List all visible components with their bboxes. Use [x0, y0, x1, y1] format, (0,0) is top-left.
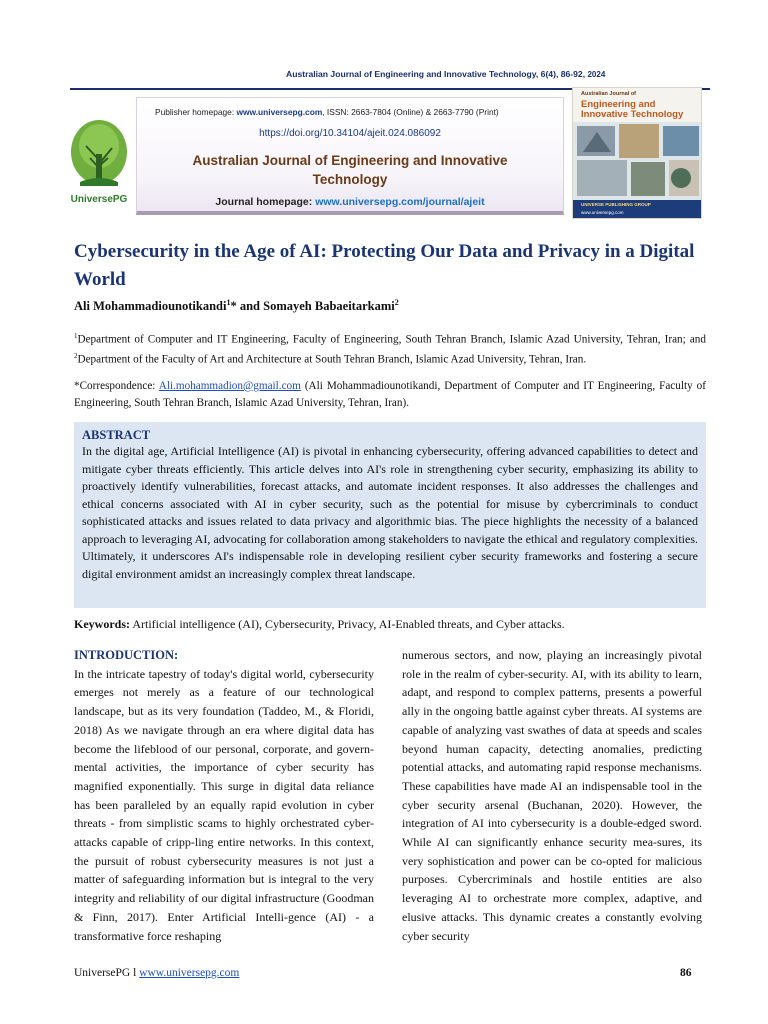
- affil-1-mark: 1: [74, 332, 78, 340]
- author-1: Ali Mohammadiounotikandi: [74, 299, 227, 314]
- logo-name: UniversePG: [70, 194, 128, 205]
- publisher-homepage-link[interactable]: www.universepg.com: [236, 107, 323, 117]
- cover-title-line1: Engineering and: [581, 99, 656, 110]
- author-2-affil: 2: [394, 298, 399, 307]
- journal-year: 2024: [587, 70, 606, 79]
- affiliations: [74, 328, 706, 368]
- body-column-right: [402, 646, 702, 945]
- introduction-text-right: numerous sectors, and now, playing an increasingly pivotal role in the realm of cyber-security. AI, with its ability to learn, adapt, and respond to complex patterns, presents a powerful ally in the ongoing battle against cyber threats. AI systems are capable of analyzing vast swathes of data at speeds and scales beyond human capacity, detecting anomalies, predicting potential attacks, and automating rapid response mechanisms. These capabilities have made AI an indispensable tool in the cyber security arsenal (Buchanan, 2020). However, the integration of AI into cybersecurity is a double-edged sword. While AI can significantly enhance security mea-sures, its very sophistication and power can be co-opted for malicious purposes. Cybercriminals and hostile entities are also leveraging AI to orchestrate more complex, adaptive, and elusive attacks. This dynamic creates a constantly evolving cyber security: [402, 648, 702, 943]
- correspondence: [74, 378, 706, 411]
- publisher-homepage-line: [155, 107, 499, 117]
- introduction-text-left: In the intricate tapestry of today's digital world, cybersecurity emerges not merely as a feature of our technological landscape, but as its very foundation (Taddeo, M., & Floridi, 2018) As we navigate through an era where digital data has become the lifeblood of our personal, corporate, and govern-mental activities, the importance of cyber security has magnified exponentially. This surge in digital data reliance has been paralleled by an equally rapid evolution in cyber threats - from simplistic scams to highly orchestrated cyber-attacks capable of cripp-ling entire networks. In this context, the pursuit of robust cybersecurity measures is not just a matter of safeguarding information but is integral to the very integrity and reliability of our digital infrastructure (Goodman & Finn, 2017). Enter Artificial Intelli-gence (AI) - a transformative force reshaping: [74, 666, 374, 943]
- journal-title: [137, 151, 563, 189]
- journal-homepage-label: Journal homepage:: [215, 196, 313, 208]
- cover-title: [581, 100, 702, 120]
- cover-url: www.universepg.com: [581, 210, 624, 215]
- keywords: [74, 617, 706, 632]
- affil-1-text: Department of Computer and IT Engineering, Faculty of Engineering, South Tehran Branch, Islamic Azad University, Tehran, Iran; and: [77, 333, 706, 346]
- journal-citation: Australian Journal of Engineering and Innovative Technology, 6(4), 86-92,: [286, 69, 586, 79]
- introduction-heading: INTRODUCTION:: [74, 648, 179, 662]
- correspondence-label: *Correspondence:: [74, 380, 159, 392]
- author-1-affil: 1: [226, 298, 231, 307]
- author-2: and Somayeh Babaeitarkami: [236, 299, 395, 314]
- author-list: [74, 298, 399, 314]
- journal-reference: [286, 69, 605, 79]
- publisher-box: [136, 97, 564, 215]
- publisher-homepage-label: Publisher homepage:: [155, 107, 235, 117]
- doi-link[interactable]: https://doi.org/10.34104/ajeit.024.086092: [259, 128, 441, 139]
- abstract-heading: ABSTRACT: [82, 428, 151, 442]
- corresponding-mark: *: [230, 299, 237, 314]
- journal-homepage-line: [137, 196, 563, 208]
- paper-title: Cybersecurity in the Age of AI: Protecting Our Data and Privacy in a Digital World: [74, 241, 695, 290]
- abstract-text: In the digital age, Artificial Intelligence (AI) is pivotal in enhancing cybersecurity, offering advanced capabilities to detect and mitigate cyber threats efficiently. This article delves into AI's role in strengthening cyber security, emphasizing its ability to proactively identify vulnerabilities, forecast attacks, and automate incident responses. It also addresses the challenges and ethical concerns associated with AI in cyber security, such as the potential for misuse by cybercriminals to conduct sophisticated attacks and issues related to data privacy and algorithmic bias. The piece highlights the necessity of a balanced approach to leveraging AI, advocating for collaboration among stakeholders to navigate the ethical and regulatory complexities. Ultimately, it underscores AI's indispensable role in developing resilient cyber security frameworks and fostering a secure digital environment amidst an increasingly complex threat landscape.: [82, 444, 698, 581]
- footer-label: UniversePG l: [74, 967, 140, 979]
- issn-text: , ISSN: 2663-7804 (Online) & 2663-7790 (Print): [322, 107, 499, 117]
- cover-band: [573, 200, 701, 219]
- cover-title-line2: Innovative Technology: [581, 109, 684, 120]
- journal-title-line1: Australian Journal of Engineering and Innovative: [192, 153, 508, 168]
- abstract-box: [74, 422, 706, 608]
- cover-small-title: Australian Journal of: [581, 91, 637, 97]
- tree-icon: [68, 116, 130, 194]
- page-number: 86: [680, 967, 692, 979]
- keywords-label: Keywords:: [74, 617, 130, 631]
- affil-2-text: Department of the Faculty of Art and Architecture at South Tehran Branch, Islamic Azad University, Tehran, Iran.: [77, 353, 587, 366]
- journal-homepage-link[interactable]: www.universepg.com/journal/ajeit: [315, 196, 485, 208]
- universepg-logo: [68, 116, 130, 212]
- journal-title-line2: Technology: [312, 172, 388, 187]
- cover-collage-image: [573, 122, 702, 200]
- keywords-text: Artificial intelligence (AI), Cybersecurity, Privacy, AI-Enabled threats, and Cyber attacks.: [130, 617, 565, 631]
- correspondence-email-link[interactable]: Ali.mohammadion@gmail.com: [158, 380, 301, 392]
- body-column-left: [74, 646, 374, 945]
- correspondence-text: (Ali Mohammadiounotikandi, Department of Computer and IT Engineering, Faculty of Engineering, South Tehran Branch, Islamic Azad University, Tehran, Iran).: [74, 380, 706, 409]
- footer-link[interactable]: www.universepg.com: [139, 967, 240, 979]
- journal-cover: [572, 87, 702, 219]
- footer-publisher: [74, 967, 239, 979]
- cover-publisher-name: UNIVERSE PUBLISHING GROUP: [581, 202, 651, 207]
- affil-2-mark: 2: [74, 352, 78, 361]
